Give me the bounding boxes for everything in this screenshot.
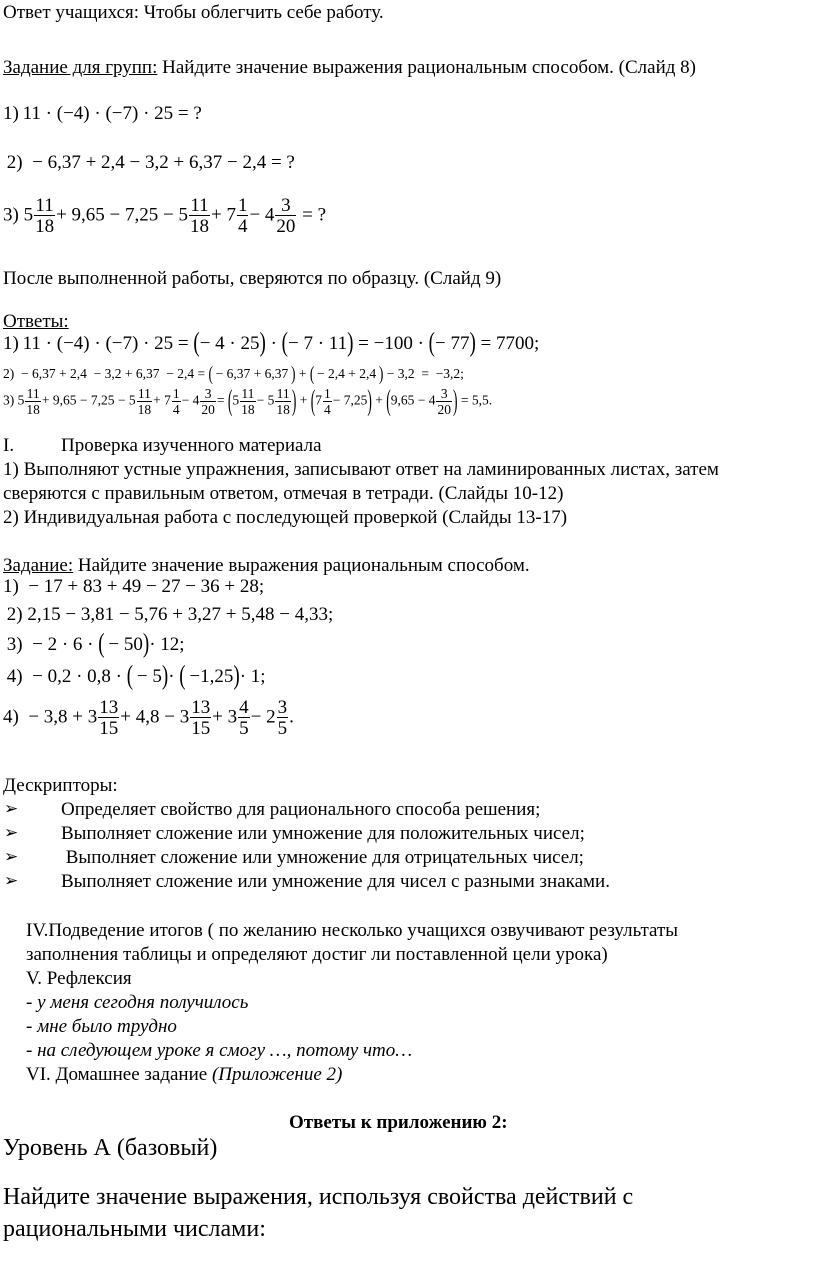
task-text: Найдите значение выражения рациональным способом. <box>73 555 530 576</box>
reflection-item-2: - мне было трудно <box>26 1016 177 1037</box>
answer-item-3: 3) 5 $\frac{11}{18}$ + 9,65 − 7,25 − 5 $\frac{11}{18}$ + 7 $\frac{1}{4}$ − 4 $\frac{3}{20}$ = (5 $\frac{11}{18}$ − 5 $\frac{11}{18}$ ) + (7 $\frac{1}{4}$ − 7,25) + (9,65 − 4 $\frac{3}{20}$ ) = 5,5. <box>3 382 493 417</box>
task-item-4: 4) − 0,2 · 0,8 · ( − 5)· ( −1,25)· 1; <box>3 661 266 692</box>
appendix-title: Ответы к приложению 2: <box>289 1112 508 1133</box>
descriptor-text: Выполняет сложение или умножение для чисел с разными знаками. <box>61 871 610 892</box>
task-item-5: 4) − 3,8 + 3 $\frac{13}{15}$ + 4,8 − 3 $\frac{13}{15}$ + 3 $\frac{4}{5}$ − 2 $\frac{3}{5}$ . <box>3 697 294 739</box>
section-1-p2: 2) Индивидуальная работа с последующей проверкой (Слайды 13-17) <box>3 507 568 528</box>
section-1-title: Проверка изученного материала <box>61 435 322 456</box>
group-task-item-3: 3) 5 $\frac{11}{18}$ + 9,65 − 7,25 − 5 $\frac{11}{18}$ + 7 $\frac{1}{4}$ − 4 $\frac{3}{20}$ = ? <box>3 195 327 237</box>
arrow-bullet-icon: ➢ <box>4 823 19 843</box>
task-heading <box>3 555 530 577</box>
section-1-p1-line2: сверяются с правильным ответом, отмечая в тетради. (Слайды 10-12) <box>3 483 564 504</box>
group-task-item-1: 1) 11 · (−4) · (−7) · 25 = ? <box>3 103 202 124</box>
task-item-2: 2) 2,15 − 3,81 − 5,76 + 3,27 + 5,48 − 4,33; <box>3 604 334 625</box>
group-task-item-2: 2) − 6,37 + 2,4 − 3,2 + 6,37 − 2,4 = ? <box>3 152 295 173</box>
level-a-heading: Уровень А (базовый) <box>3 1135 218 1161</box>
final-line-2: рациональными числами: <box>3 1216 266 1242</box>
section-4-line2: заполнения таблицы и определяют достиг ли поставленной цели урока) <box>26 944 608 965</box>
section-4-line1: IV.Подведение итогов ( по желанию несколько учащихся озвучивают результаты <box>26 920 679 941</box>
answers-label: Ответы: <box>3 311 69 332</box>
after-work-text: После выполненной работы, сверяются по образцу. (Слайд 9) <box>3 268 502 289</box>
reflection-item-1: - у меня сегодня получилось <box>26 992 249 1013</box>
descriptor-text: Определяет свойство для рационального способа решения; <box>61 799 541 820</box>
descriptor-text: Выполняет сложение или умножение для положительных чисел; <box>61 823 585 844</box>
group-task-label: Задание для групп: <box>3 57 158 78</box>
task-item-1: 1) − 17 + 83 + 49 − 27 − 36 + 28; <box>3 576 265 597</box>
homework-note: (Приложение 2) <box>211 1064 343 1085</box>
final-line-1: Найдите значение выражения, используя свойства действий с <box>3 1184 634 1210</box>
answer-item-2: 2) − 6,37 + 2,4 − 3,2 + 6,37 − 2,4 = ( − 6,37 + 6,37 ) + ( − 2,4 + 2,4 ) − 3,2 = −3,2; <box>3 362 464 385</box>
arrow-bullet-icon: ➢ <box>4 799 19 819</box>
arrow-bullet-icon: ➢ <box>4 847 19 867</box>
homework-text: VI. Домашнее задание <box>26 1064 212 1085</box>
answer-item-1: 1) 11 · (−4) · (−7) · 25 = (− 4 · 25) · (− 7 · 11) = −100 · (− 77) = 7700; <box>3 328 540 359</box>
task-item-3: 3) − 2 · 6 · ( − 50)· 12; <box>3 629 185 660</box>
arrow-bullet-icon: ➢ <box>4 871 19 891</box>
reflection-item-3: - на следующем уроке я смогу …, потому что… <box>26 1040 413 1061</box>
group-task-text: Найдите значение выражения рациональным способом. (Слайд 8) <box>157 57 696 78</box>
students-answer: Ответ учащихся: Чтобы облегчить себе работу. <box>3 2 384 23</box>
descriptors-title: Дескрипторы: <box>3 775 118 796</box>
section-6-line <box>26 1064 342 1086</box>
section-5-title: V. Рефлексия <box>26 968 132 989</box>
descriptor-text: Выполняет сложение или умножение для отрицательных чисел; <box>61 847 584 868</box>
section-1-p1-line1: 1) Выполняют устные упражнения, записывают ответ на ламинированных листах, затем <box>3 459 719 480</box>
group-task-heading <box>3 57 696 79</box>
section-1-numeral: I. <box>3 435 15 456</box>
task-label: Задание: <box>3 555 74 576</box>
